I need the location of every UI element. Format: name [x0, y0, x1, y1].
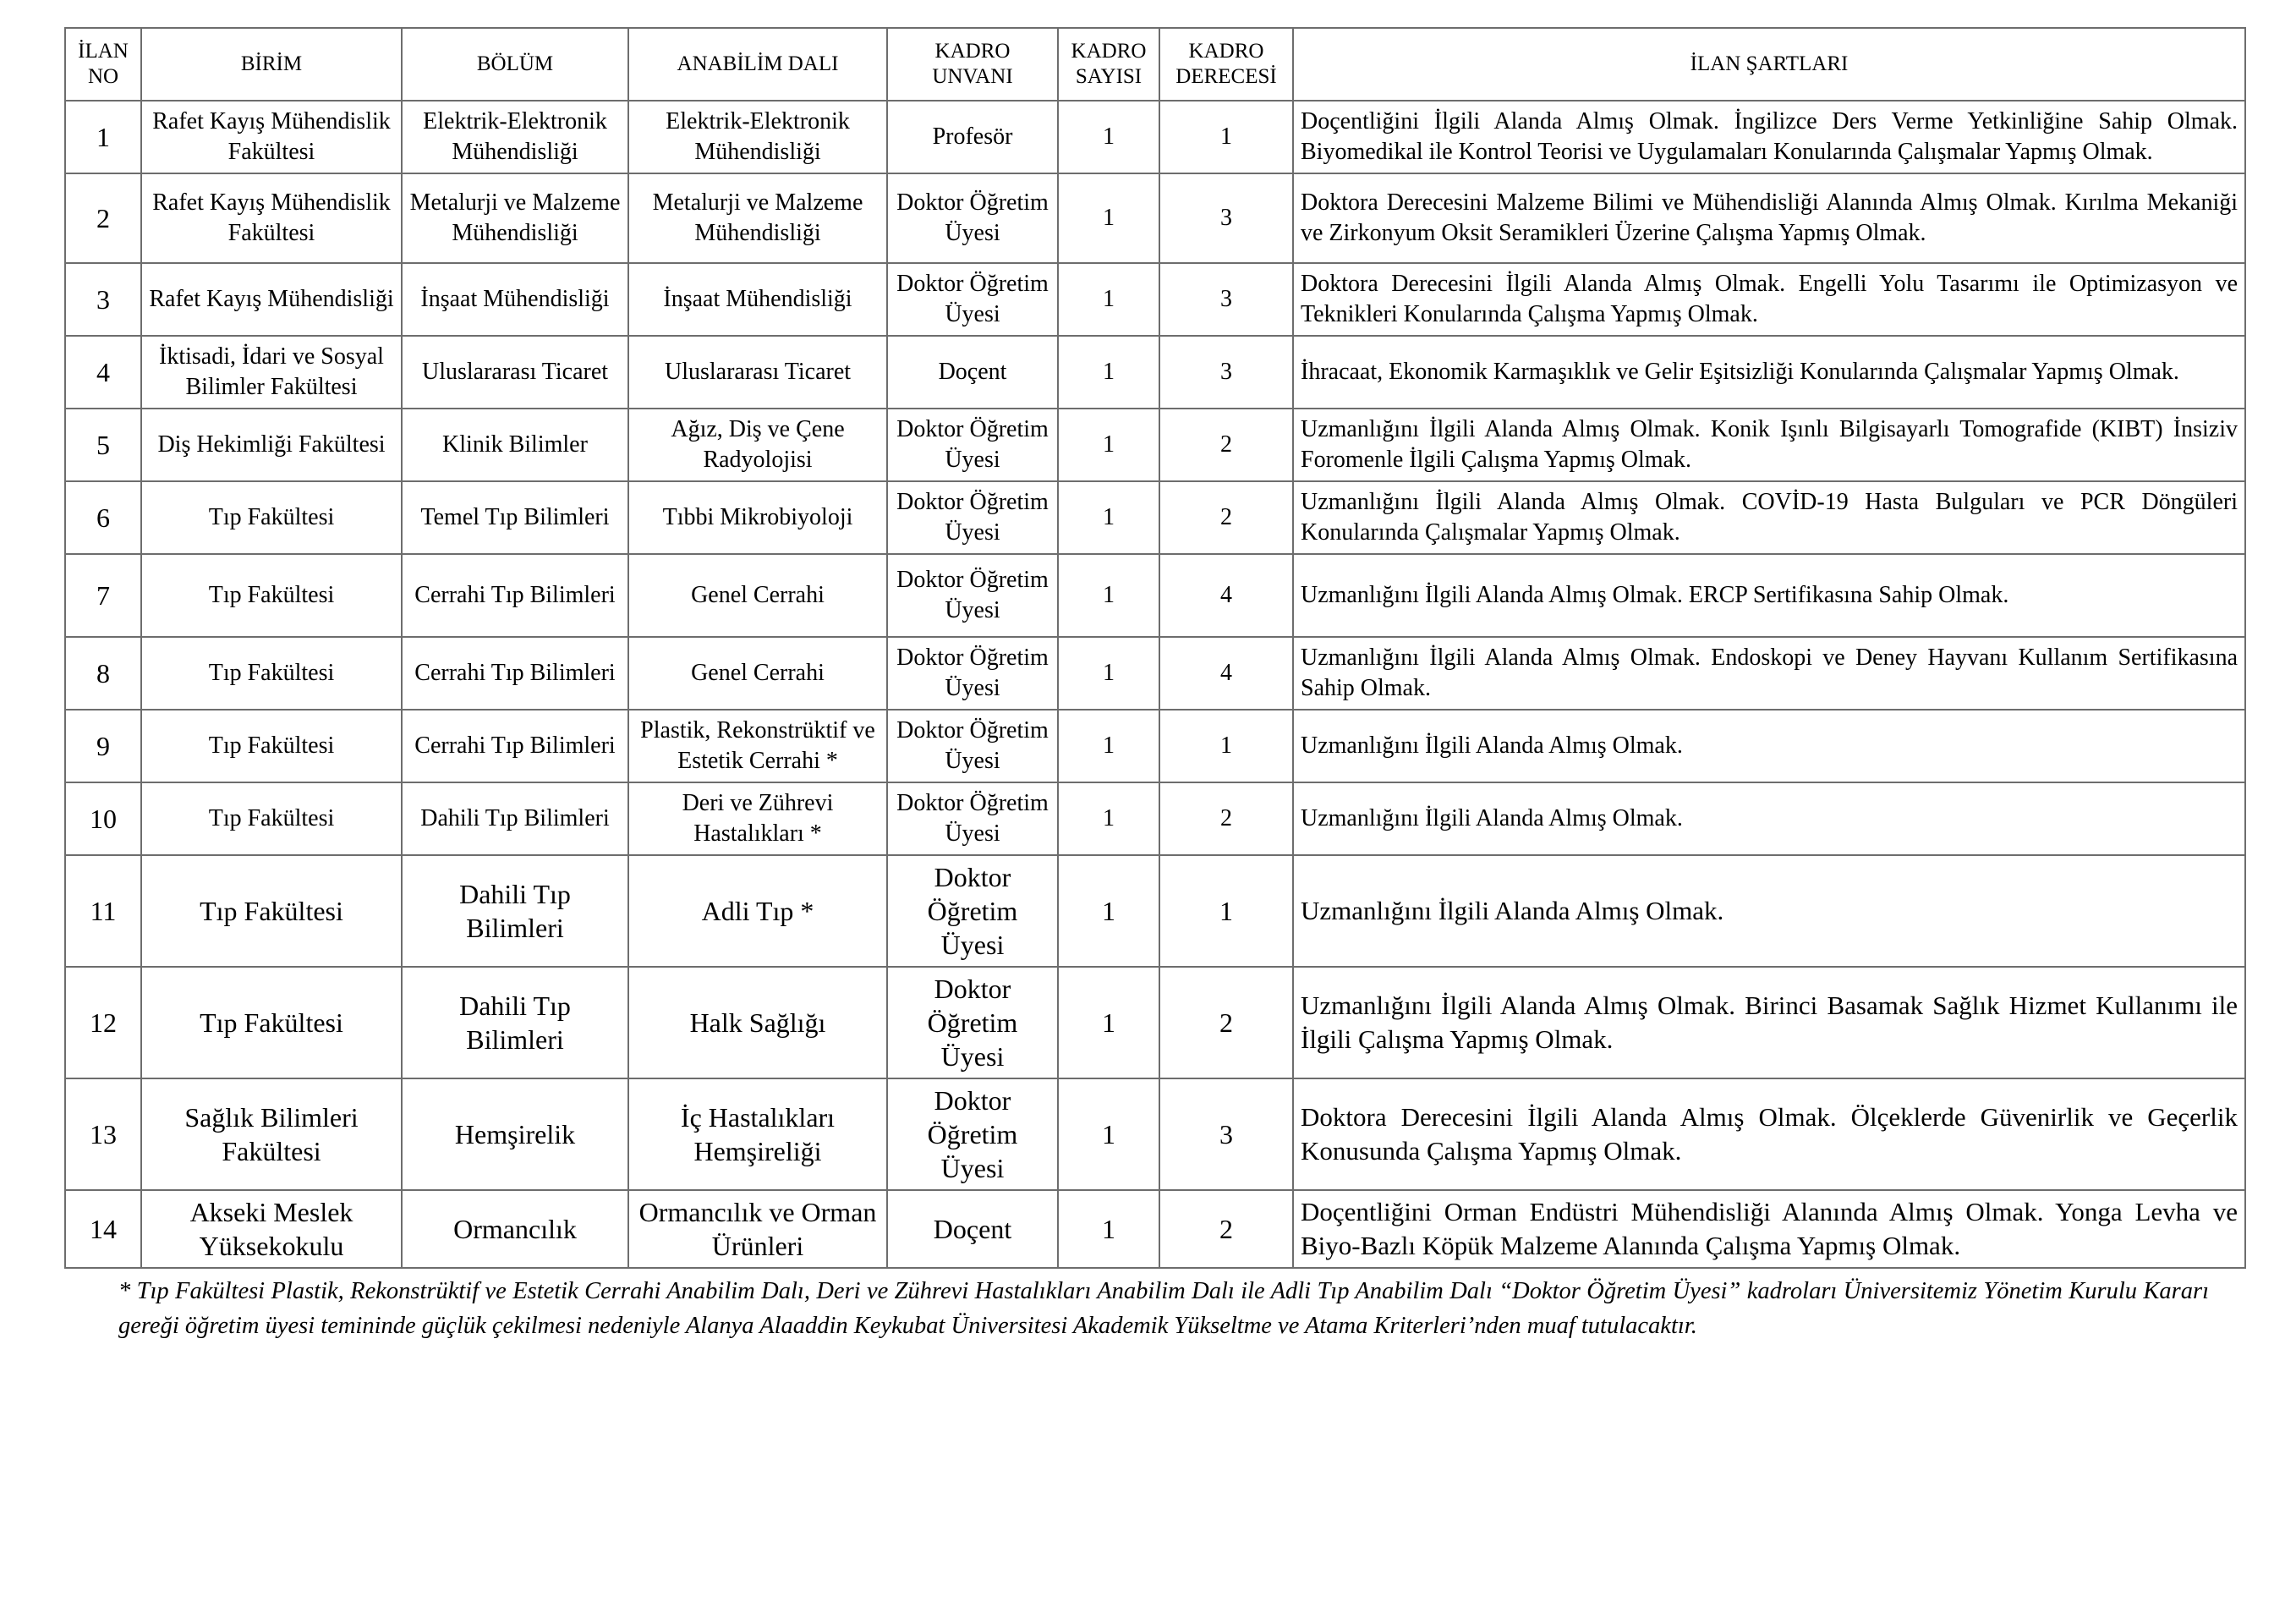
table-row	[65, 554, 2245, 637]
row-kadro-derecesi: 2	[1159, 481, 1293, 554]
row-kadro-unvani: Doktor Öğretim Üyesi	[887, 554, 1058, 637]
table-row	[65, 855, 2245, 967]
row-kadro-unvani: Doktor Öğretim Üyesi	[887, 409, 1058, 481]
row-birim: İktisadi, İdari ve Sosyal Bilimler Fakültesi	[141, 336, 402, 409]
row-bolum: Temel Tıp Bilimleri	[402, 481, 628, 554]
row-anabilim-dali: Tıbbi Mikrobiyoloji	[628, 481, 887, 554]
row-kadro-unvani: Doçent	[887, 1190, 1058, 1268]
row-ilan-no: 10	[65, 782, 141, 855]
table-row	[65, 1190, 2245, 1268]
row-anabilim-dali: Halk Sağlığı	[628, 967, 887, 1078]
header-ilan-sartlari: İLAN ŞARTLARI	[1293, 28, 2245, 101]
row-birim: Tıp Fakültesi	[141, 710, 402, 782]
row-anabilim-dali: Genel Cerrahi	[628, 637, 887, 710]
row-anabilim-dali: Adli Tıp *	[628, 855, 887, 967]
row-kadro-derecesi: 2	[1159, 1190, 1293, 1268]
row-birim: Rafet Kayış Mühendisliği	[141, 263, 402, 336]
row-kadro-derecesi: 3	[1159, 1078, 1293, 1190]
row-kadro-unvani: Doktor Öğretim Üyesi	[887, 855, 1058, 967]
row-kadro-unvani: Doçent	[887, 336, 1058, 409]
row-kadro-derecesi: 4	[1159, 554, 1293, 637]
table-body	[65, 101, 2245, 1268]
header-kadro-derecesi: KADRO DERECESİ	[1159, 28, 1293, 101]
row-kadro-unvani: Doktor Öğretim Üyesi	[887, 637, 1058, 710]
row-ilan-no: 8	[65, 637, 141, 710]
row-kadro-unvani: Profesör	[887, 101, 1058, 173]
row-kadro-derecesi: 3	[1159, 263, 1293, 336]
row-kadro-derecesi: 2	[1159, 967, 1293, 1078]
row-kadro-unvani: Doktor Öğretim Üyesi	[887, 1078, 1058, 1190]
row-kadro-unvani: Doktor Öğretim Üyesi	[887, 710, 1058, 782]
row-birim: Rafet Kayış Mühendislik Fakültesi	[141, 101, 402, 173]
row-kadro-sayisi: 1	[1058, 101, 1159, 173]
table-row	[65, 782, 2245, 855]
row-birim: Tıp Fakültesi	[141, 481, 402, 554]
row-kadro-sayisi: 1	[1058, 481, 1159, 554]
header-anabilim-dali: ANABİLİM DALI	[628, 28, 887, 101]
row-ilan-no: 2	[65, 173, 141, 263]
row-kadro-derecesi: 1	[1159, 710, 1293, 782]
row-kadro-sayisi: 1	[1058, 855, 1159, 967]
table-row	[65, 967, 2245, 1078]
row-birim: Tıp Fakültesi	[141, 855, 402, 967]
row-kadro-sayisi: 1	[1058, 554, 1159, 637]
row-kadro-sayisi: 1	[1058, 1190, 1159, 1268]
footnote: * Tıp Fakültesi Plastik, Rekonstrüktif ve Estetik Cerrahi Anabilim Dalı, Deri ve Zührevi Hastalıkları Anabilim Dalı ile Adli Tıp Anabilim Dalı “Doktor Öğretim Üyesi” kadroları Üniversitemiz Yönetim Kurulu Kararı gereği öğretim üyesi temininde güçlük çekilmesi nedeniyle Alanya Alaaddin Keykubat Üniversitesi Akademik Yükseltme ve Atama Kriterleri’nden muaf tutulacaktır.	[118, 1278, 2209, 1339]
row-kadro-unvani: Doktor Öğretim Üyesi	[887, 481, 1058, 554]
row-kadro-derecesi: 3	[1159, 336, 1293, 409]
row-anabilim-dali: Plastik, Rekonstrüktif ve Estetik Cerrahi *	[628, 710, 887, 782]
row-anabilim-dali: İnşaat Mühendisliği	[628, 263, 887, 336]
row-ilan-no: 13	[65, 1078, 141, 1190]
row-birim: Tıp Fakültesi	[141, 967, 402, 1078]
row-ilan-sartlari: Uzmanlığını İlgili Alanda Almış Olmak. Konik Işınlı Bilgisayarlı Tomografide (KIBT) İnsiziv Foromenle İlgili Çalışma Yapmış Olmak.	[1293, 409, 2245, 481]
row-anabilim-dali: Ağız, Diş ve Çene Radyolojisi	[628, 409, 887, 481]
row-bolum: Cerrahi Tıp Bilimleri	[402, 637, 628, 710]
row-anabilim-dali: İç Hastalıkları Hemşireliği	[628, 1078, 887, 1190]
row-ilan-sartlari: Uzmanlığını İlgili Alanda Almış Olmak. Endoskopi ve Deney Hayvanı Kullanım Sertifikasına Sahip Olmak.	[1293, 637, 2245, 710]
row-birim: Tıp Fakültesi	[141, 554, 402, 637]
row-kadro-unvani: Doktor Öğretim Üyesi	[887, 263, 1058, 336]
table-row	[65, 409, 2245, 481]
table-row	[65, 637, 2245, 710]
row-birim: Tıp Fakültesi	[141, 782, 402, 855]
row-ilan-sartlari: Doktora Derecesini Malzeme Bilimi ve Mühendisliği Alanında Almış Olmak. Kırılma Mekaniği ve Zirkonyum Oksit Seramikleri Üzerine Çalışma Yapmış Olmak.	[1293, 173, 2245, 263]
header-kadro-unvani: KADRO UNVANI	[887, 28, 1058, 101]
row-bolum: Ormancılık	[402, 1190, 628, 1268]
row-ilan-sartlari: Doktora Derecesini İlgili Alanda Almış Olmak. Engelli Yolu Tasarımı ile Optimizasyon ve Teknikleri Konularında Çalışma Yapmış Olmak.	[1293, 263, 2245, 336]
row-birim: Tıp Fakültesi	[141, 637, 402, 710]
row-kadro-sayisi: 1	[1058, 637, 1159, 710]
row-kadro-sayisi: 1	[1058, 710, 1159, 782]
row-kadro-sayisi: 1	[1058, 1078, 1159, 1190]
row-birim: Diş Hekimliği Fakültesi	[141, 409, 402, 481]
row-ilan-no: 11	[65, 855, 141, 967]
row-bolum: İnşaat Mühendisliği	[402, 263, 628, 336]
row-ilan-sartlari: Uzmanlığını İlgili Alanda Almış Olmak. COVİD-19 Hasta Bulguları ve PCR Döngüleri Konularında Çalışmalar Yapmış Olmak.	[1293, 481, 2245, 554]
header-ilan-no: İLAN NO	[65, 28, 141, 101]
row-birim: Sağlık Bilimleri Fakültesi	[141, 1078, 402, 1190]
row-kadro-sayisi: 1	[1058, 336, 1159, 409]
row-ilan-sartlari: Uzmanlığını İlgili Alanda Almış Olmak.	[1293, 855, 2245, 967]
row-ilan-sartlari: Uzmanlığını İlgili Alanda Almış Olmak.	[1293, 710, 2245, 782]
header-kadro-sayisi: KADRO SAYISI	[1058, 28, 1159, 101]
row-ilan-no: 5	[65, 409, 141, 481]
row-ilan-sartlari: Doktora Derecesini İlgili Alanda Almış Olmak. Ölçeklerde Güvenirlik ve Geçerlik Konusunda Çalışma Yapmış Olmak.	[1293, 1078, 2245, 1190]
document-page	[64, 27, 2244, 1343]
row-anabilim-dali: Elektrik-Elektronik Mühendisliği	[628, 101, 887, 173]
row-ilan-sartlari: İhracaat, Ekonomik Karmaşıklık ve Gelir Eşitsizliği Konularında Çalışmalar Yapmış Olmak.	[1293, 336, 2245, 409]
row-kadro-derecesi: 3	[1159, 173, 1293, 263]
row-kadro-derecesi: 4	[1159, 637, 1293, 710]
row-ilan-sartlari: Uzmanlığını İlgili Alanda Almış Olmak. Birinci Basamak Sağlık Hizmet Kullanımı ile İlgili Çalışma Yapmış Olmak.	[1293, 967, 2245, 1078]
table-row	[65, 710, 2245, 782]
table-header-row	[65, 28, 2245, 101]
row-ilan-sartlari: Doçentliğini Orman Endüstri Mühendisliği Alanında Almış Olmak. Yonga Levha ve Biyo-Bazlı Köpük Malzeme Alanında Çalışma Yapmış Olmak.	[1293, 1190, 2245, 1268]
row-kadro-unvani: Doktor Öğretim Üyesi	[887, 173, 1058, 263]
row-ilan-sartlari: Doçentliğini İlgili Alanda Almış Olmak. İngilizce Ders Verme Yetkinliğine Sahip Olmak. Biyomedikal ile Kontrol Teorisi ve Uygulamaları Konularında Çalışmalar Yapmış Olmak.	[1293, 101, 2245, 173]
header-bolum: BÖLÜM	[402, 28, 628, 101]
row-kadro-sayisi: 1	[1058, 967, 1159, 1078]
table-row	[65, 173, 2245, 263]
row-anabilim-dali: Genel Cerrahi	[628, 554, 887, 637]
row-kadro-sayisi: 1	[1058, 409, 1159, 481]
row-bolum: Dahili Tıp Bilimleri	[402, 967, 628, 1078]
row-ilan-no: 4	[65, 336, 141, 409]
row-ilan-no: 12	[65, 967, 141, 1078]
row-ilan-no: 6	[65, 481, 141, 554]
row-ilan-no: 9	[65, 710, 141, 782]
row-ilan-sartlari: Uzmanlığını İlgili Alanda Almış Olmak.	[1293, 782, 2245, 855]
row-kadro-derecesi: 2	[1159, 409, 1293, 481]
row-ilan-sartlari: Uzmanlığını İlgili Alanda Almış Olmak. ERCP Sertifikasına Sahip Olmak.	[1293, 554, 2245, 637]
row-kadro-sayisi: 1	[1058, 263, 1159, 336]
table-row	[65, 481, 2245, 554]
row-kadro-derecesi: 2	[1159, 782, 1293, 855]
row-bolum: Cerrahi Tıp Bilimleri	[402, 554, 628, 637]
row-birim: Akseki Meslek Yüksekokulu	[141, 1190, 402, 1268]
row-bolum: Dahili Tıp Bilimleri	[402, 782, 628, 855]
row-bolum: Klinik Bilimler	[402, 409, 628, 481]
row-ilan-no: 3	[65, 263, 141, 336]
table-row	[65, 336, 2245, 409]
row-kadro-unvani: Doktor Öğretim Üyesi	[887, 967, 1058, 1078]
row-birim: Rafet Kayış Mühendislik Fakültesi	[141, 173, 402, 263]
row-bolum: Hemşirelik	[402, 1078, 628, 1190]
row-anabilim-dali: Deri ve Zührevi Hastalıkları *	[628, 782, 887, 855]
row-ilan-no: 1	[65, 101, 141, 173]
table-row	[65, 101, 2245, 173]
row-anabilim-dali: Uluslararası Ticaret	[628, 336, 887, 409]
row-anabilim-dali: Ormancılık ve Orman Ürünleri	[628, 1190, 887, 1268]
table-row	[65, 263, 2245, 336]
row-anabilim-dali: Metalurji ve Malzeme Mühendisliği	[628, 173, 887, 263]
row-ilan-no: 14	[65, 1190, 141, 1268]
row-bolum: Dahili Tıp Bilimleri	[402, 855, 628, 967]
row-bolum: Metalurji ve Malzeme Mühendisliği	[402, 173, 628, 263]
row-bolum: Cerrahi Tıp Bilimleri	[402, 710, 628, 782]
row-kadro-sayisi: 1	[1058, 782, 1159, 855]
row-ilan-no: 7	[65, 554, 141, 637]
row-kadro-unvani: Doktor Öğretim Üyesi	[887, 782, 1058, 855]
row-kadro-sayisi: 1	[1058, 173, 1159, 263]
row-bolum: Uluslararası Ticaret	[402, 336, 628, 409]
row-bolum: Elektrik-Elektronik Mühendisliği	[402, 101, 628, 173]
header-birim: BİRİM	[141, 28, 402, 101]
row-kadro-derecesi: 1	[1159, 101, 1293, 173]
job-listings-table	[64, 27, 2246, 1269]
row-kadro-derecesi: 1	[1159, 855, 1293, 967]
table-row	[65, 1078, 2245, 1190]
